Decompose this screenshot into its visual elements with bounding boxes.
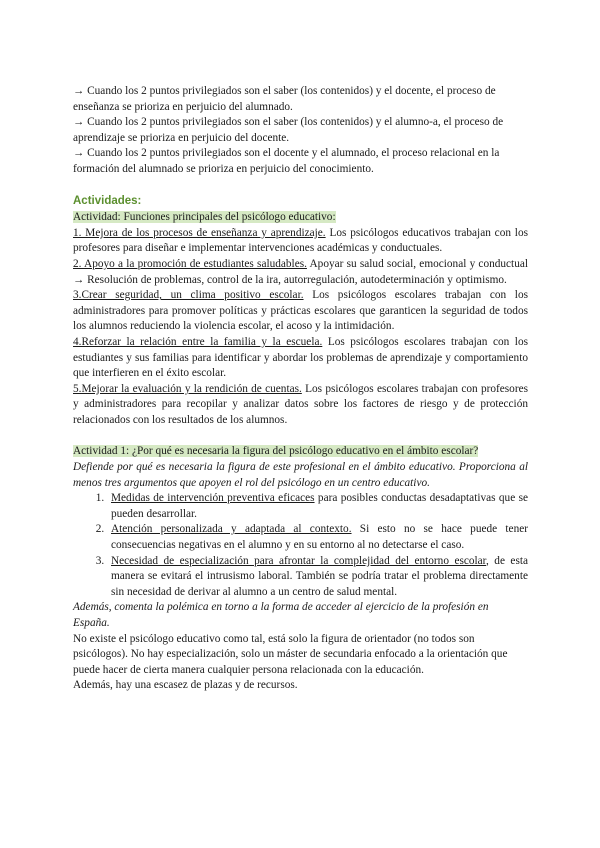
reason-item: 2. Atención personalizada y adaptada al contexto. Si esto no se hace puede tener consecuencias negativas en el alumno y en su entorno al no detectarse el caso. — [107, 522, 528, 553]
activities-heading: Actividades: — [73, 194, 142, 207]
function-item: 2. Apoyo a la promoción de estudiantes saludables. Apoyar su salud social, emocional y conductual → Resolución de problemas, control de la ira, autorregulación, autodeterminación y optimismo. — [73, 257, 528, 286]
activity1-title: Actividad 1: ¿Por qué es necesaria la figura del psicólogo educativo en el ámbito escolar? — [73, 445, 479, 458]
function-item-title: 2. Apoyo a la promoción de estudiantes saludables. — [73, 257, 307, 270]
function-item: 1. Mejora de los procesos de enseñanza y aprendizaje. Los psicólogos educativos trabajan con los profesores para diseñar e implementar intervenciones académicas y conductuales. — [73, 226, 528, 255]
function-item: 5.Mejorar la evaluación y la rendición de cuentas. Los psicólogos escolares trabajan con profesores y administradores para recopilar y analizar datos sobre los factores de riesgo y de protección relacionados con los resultados de los alumnos. — [73, 382, 529, 426]
document-page — [73, 84, 528, 694]
activity1-prompt: Defiende por qué es necesaria la figura de este profesional en el ámbito educativo. Proporciona al menos tres argumentos que apoyen el rol del psicólogo en un centro educativo. — [73, 461, 528, 489]
function-item-title: 3.Crear seguridad, un clima positivo escolar. — [73, 289, 304, 302]
reason-item-title: Necesidad de especialización para afrontar la complejidad del entorno escolar — [111, 554, 486, 567]
function-item-title: 4.Reforzar la relación entre la familia y la escuela. — [73, 335, 323, 348]
function-item-title: 1. Mejora de los procesos de enseñanza y aprendizaje. — [73, 226, 326, 239]
intro-bullet: → Cuando los 2 puntos privilegiados son el docente y el alumnado, el proceso relacional en la formación del alumnado se prioriza en perjuicio del conocimiento. — [73, 147, 500, 175]
answer-paragraph: Además, hay una escasez de plazas y de recursos. — [73, 679, 298, 692]
function-item: 4.Reforzar la relación entre la familia y la escuela. Los psicólogos escolares trabajan con los estudiantes y sus familias para identificar y abordar los problemas de aprendizaje y comportamiento que interfieren en el éxito escolar. — [73, 335, 528, 380]
reason-item: 1. Medidas de intervención preventiva eficaces para posibles conductas desadaptativas que se pueden desarrollar. — [107, 491, 528, 522]
activity1-prompt2: Además, comenta la polémica en torno a la forma de acceder al ejercicio de la profesión en España. — [73, 601, 489, 629]
intro-bullet: → Cuando los 2 puntos privilegiados son el saber (los contenidos) y el docente, el proceso de enseñanza se prioriza en perjuicio del alumnado. — [73, 85, 496, 113]
function-item: 3.Crear seguridad, un clima positivo escolar. Los psicólogos escolares trabajan con los administradores para promover políticas y prácticas escolares que garanticen la seguridad de todos los alumnos reduciendo la violencia escolar, el acoso y la intimidación. — [73, 289, 528, 333]
reason-item-title: Atención personalizada y adaptada al contexto. — [111, 523, 352, 536]
reasons-list — [73, 491, 528, 600]
function-item-title: 5.Mejorar la evaluación y la rendición de cuentas. — [73, 382, 302, 395]
intro-bullet: → Cuando los 2 puntos privilegiados son el saber (los contenidos) y el alumno-a, el proceso de aprendizaje se prioriza en perjuicio del docente. — [73, 116, 504, 144]
reason-item: 3. Necesidad de especialización para afrontar la complejidad del entorno escolar, de esta manera se evitará el intrusismo laboral. También se podría tratar el problema directamente sin necesidad de derivar al alumno a un centro de salud mental. — [107, 554, 528, 601]
reason-item-title: Medidas de intervención preventiva eficaces — [111, 492, 315, 505]
answer-paragraph: No existe el psicólogo educativo como tal, está solo la figura de orientador (no todos son psicólogos). No hay especialización, solo un máster de secundaria enfocado a la orientación que puede hacer de cierta manera cualquier persona relacionada con la educación. — [73, 632, 508, 676]
activity-title: Actividad: Funciones principales del psicólogo educativo: — [73, 211, 336, 224]
